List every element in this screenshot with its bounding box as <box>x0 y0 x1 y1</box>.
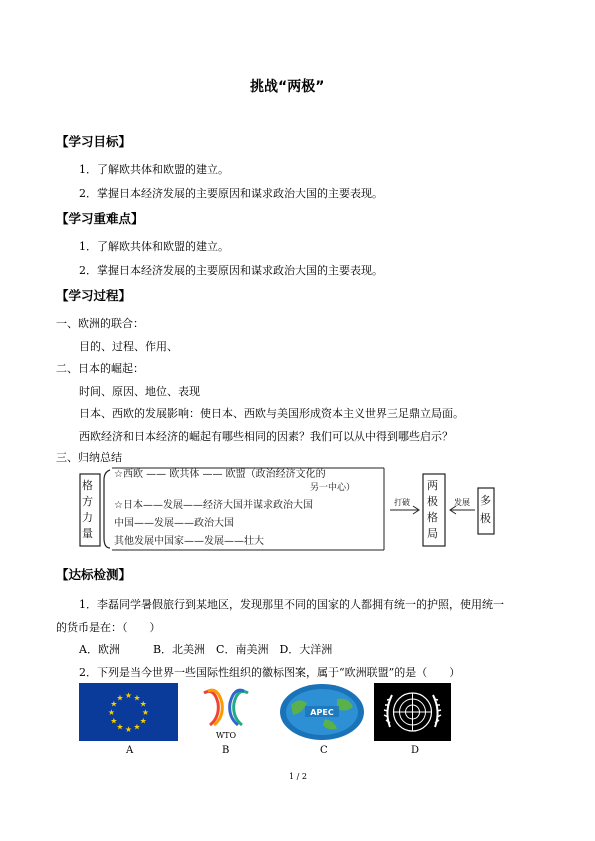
diagram-row-2: ☆日本——发展——经济大国并谋求政治大国 <box>114 500 313 511</box>
summary-diagram <box>78 466 498 552</box>
process-line-1: 一、欧洲的联合： <box>56 317 144 330</box>
eu-star-icon: ★ <box>116 722 124 732</box>
process-line-2: 目的、过程、作用、 <box>79 340 178 353</box>
eu-star-icon: ★ <box>141 708 150 717</box>
test-q2: 2．下列是当今世界一些国际性组织的徽标图案，属于“欧洲联盟”的是（ ） <box>79 666 461 679</box>
diagram-left-label: 格方力量 <box>82 479 93 540</box>
process-line-4: 时间、原因、地位、表现 <box>79 385 200 398</box>
process-line-3: 二、日本的崛起： <box>56 362 144 375</box>
page-footer: 1 / 2 <box>289 772 307 781</box>
process-line-5: 日本、西欧的发展影响：使日本、西欧与美国形成资本主义世界三足鼎立局面。 <box>79 407 464 420</box>
diagram-row-3: 中国——发展——政治大国 <box>114 518 234 529</box>
goals-heading: 【学习目标】 <box>56 134 132 149</box>
eu-star-icon: ★ <box>116 693 124 703</box>
wto-text: WTO <box>215 731 237 740</box>
eu-star-icon: ★ <box>133 722 141 732</box>
diagram-row-4: 其他发展中国家——发展——壮大 <box>114 536 264 547</box>
page-title: 挑战“两极” <box>250 79 325 95</box>
eu-star-icon: ★ <box>139 716 147 726</box>
diagram-row-1b: 另一中心） <box>310 483 356 493</box>
process-line-6: 西欧经济和日本经济的崛起有哪些相同的因素？我们可以从中得到哪些启示？ <box>79 430 453 443</box>
test-q1-options: A．欧洲 B．北美洲 C．南美洲 D．大洋洲 <box>79 643 333 656</box>
eu-star-icon: ★ <box>139 699 147 709</box>
diagram-arrow1-label: 打破 <box>394 498 410 507</box>
eu-star-icon: ★ <box>107 708 116 717</box>
logo-label-c: C <box>320 745 328 756</box>
test-q1-line2: 的货币是在：（ ） <box>56 621 161 634</box>
test-q1-line1: 1．李磊同学暑假旅行到某地区，发现那里不同的国家的人都拥有统一的护照，使用统一 <box>79 598 504 611</box>
goals-item-1: 1．了解欧共体和欧盟的建立。 <box>79 163 229 176</box>
diagram-box1: 两极格局 <box>427 479 438 540</box>
key-points-item-2: 2．掌握日本经济发展的主要原因和谋求政治大国的主要表现。 <box>79 264 383 277</box>
wto-logo-icon <box>196 683 256 741</box>
eu-star-icon: ★ <box>133 693 141 703</box>
test-heading: 【达标检测】 <box>56 567 132 582</box>
eu-star-icon: ★ <box>124 725 133 734</box>
logo-label-d: D <box>411 745 420 756</box>
key-points-item-1: 1．了解欧共体和欧盟的建立。 <box>79 240 229 253</box>
goals-item-2: 2．掌握日本经济发展的主要原因和谋求政治大国的主要表现。 <box>79 187 383 200</box>
logo-label-b: B <box>222 745 230 756</box>
eu-star-icon: ★ <box>110 699 118 709</box>
diagram-arrow2-label: 发展 <box>454 498 470 507</box>
diagram-box2: 多极 <box>480 494 491 525</box>
un-emblem-icon <box>374 683 451 741</box>
apec-text: APEC <box>310 708 334 717</box>
apec-logo-icon <box>279 683 365 741</box>
key-points-heading: 【学习重难点】 <box>56 211 144 226</box>
eu-flag-icon <box>79 683 178 741</box>
process-heading: 【学习过程】 <box>56 288 132 303</box>
diagram-row-1: ☆西欧 —— 欧共体 —— 欧盟（政治经济文化的 <box>114 469 326 480</box>
process-line-7: 三、归纳总结 <box>56 451 122 464</box>
eu-star-icon: ★ <box>110 716 118 726</box>
logo-label-a: A <box>126 745 134 756</box>
eu-star-icon: ★ <box>124 691 133 700</box>
